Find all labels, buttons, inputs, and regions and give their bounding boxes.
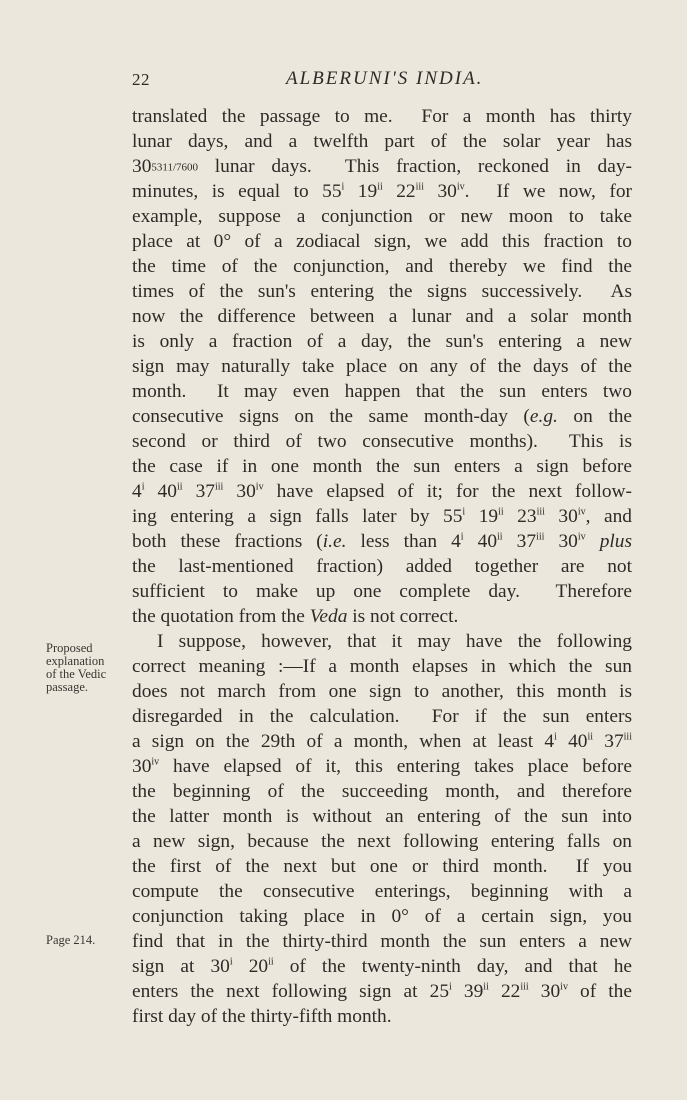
text-line: sign may naturally take place on any of the days of the xyxy=(132,356,632,377)
text-line: the time of the conjunction, and thereby we find the xyxy=(132,256,632,277)
text-line: compute the consecutive enterings, beginning with a xyxy=(132,881,632,902)
text-line: second or third of two consecutive months). This is xyxy=(132,431,632,452)
text-line: now the difference between a lunar and a solar month xyxy=(132,306,632,327)
text-line: correct meaning :—If a month elapses in which the sun xyxy=(132,656,632,677)
text-line: both these fractions (i.e. less than 4$^i$ 40$^{ii}$ 37$^{iii}$ 30$^{iv}$ plus xyxy=(132,531,633,552)
running-head xyxy=(0,68,687,94)
text-line: a new sign, because the next following entering falls on xyxy=(132,831,632,852)
text-line: 305311/7600 lunar days. This fraction, reckoned in day- xyxy=(132,156,632,177)
sidenote-page-ref: Page 214. xyxy=(46,933,96,947)
text-line: the case if in one month the sun enters a sign before xyxy=(132,456,632,477)
sidenote-proposed-explanation xyxy=(46,642,106,694)
text-line: sufficient to make up one complete day. Therefore xyxy=(132,581,632,602)
text-line: is only a fraction of a day, the sun's entering a new xyxy=(132,331,632,352)
running-title: ALBERUNI'S INDIA. xyxy=(286,68,484,89)
text-line: the last-mentioned fraction) added together are not xyxy=(132,556,632,577)
sidenote-line: of the Vedic xyxy=(46,667,107,681)
text-line: the first of the next but one or third month. If you xyxy=(132,856,632,877)
text-line: times of the sun's entering the signs successively. As xyxy=(132,281,632,302)
text-line: enters the next following sign at 25$^i$ 39$^{ii}$ 22$^{iii}$ 30$^{iv}$ of the xyxy=(132,981,632,1002)
text-line: a sign on the 29th of a month, when at least 4$^i$ 40$^{ii}$ 37$^{iii}$ xyxy=(132,731,632,752)
sidenote-line: Proposed xyxy=(46,641,93,655)
text-line: ing entering a sign falls later by 55$^i$ 19$^{ii}$ 23$^{iii}$ 30$^{iv}$, and xyxy=(132,506,632,527)
text-line: the latter month is without an entering of the sun into xyxy=(132,806,632,827)
text-line: consecutive signs on the same month-day (e.g. on the xyxy=(132,406,633,427)
text-line: month. It may even happen that the sun enters two xyxy=(132,381,632,402)
text-line: lunar days, and a twelfth part of the solar year has xyxy=(132,131,632,152)
sidenote-line: explanation xyxy=(46,654,105,668)
text-line: the quotation from the Veda is not correct. xyxy=(132,606,459,627)
page-number: 22 xyxy=(132,70,150,89)
text-line: first day of the thirty-fifth month. xyxy=(132,1006,392,1027)
text-line: conjunction taking place in 0° of a certain sign, you xyxy=(132,906,632,927)
text-line: disregarded in the calculation. For if the sun enters xyxy=(132,706,632,727)
text-line: 30$^{iv}$ have elapsed of it, this entering takes place before xyxy=(132,756,632,777)
text-line: minutes, is equal to 55$^i$ 19$^{ii}$ 22$^{iii}$ 30$^{iv}$. If we now, for xyxy=(132,181,632,202)
sidenote-line: passage. xyxy=(46,680,88,694)
text-line: sign at 30$^i$ 20$^{ii}$ of the twenty-ninth day, and that he xyxy=(132,956,632,977)
fraction: 5311/7600 xyxy=(151,161,199,174)
text-line: place at 0° of a zodiacal sign, we add this fraction to xyxy=(132,231,632,252)
text-line: example, suppose a conjunction or new moon to take xyxy=(132,206,632,227)
text-line: 4$^i$ 40$^{ii}$ 37$^{iii}$ 30$^{iv}$ have elapsed of it; for the next follow- xyxy=(132,481,632,502)
text-line: the beginning of the succeeding month, and therefore xyxy=(132,781,632,802)
text-line: I suppose, however, that it may have the following xyxy=(157,631,632,652)
text-line: find that in the thirty-third month the sun enters a new xyxy=(132,931,632,952)
text-line: translated the passage to me. For a month has thirty xyxy=(132,106,632,127)
text-line: does not march from one sign to another, this month is xyxy=(132,681,632,702)
